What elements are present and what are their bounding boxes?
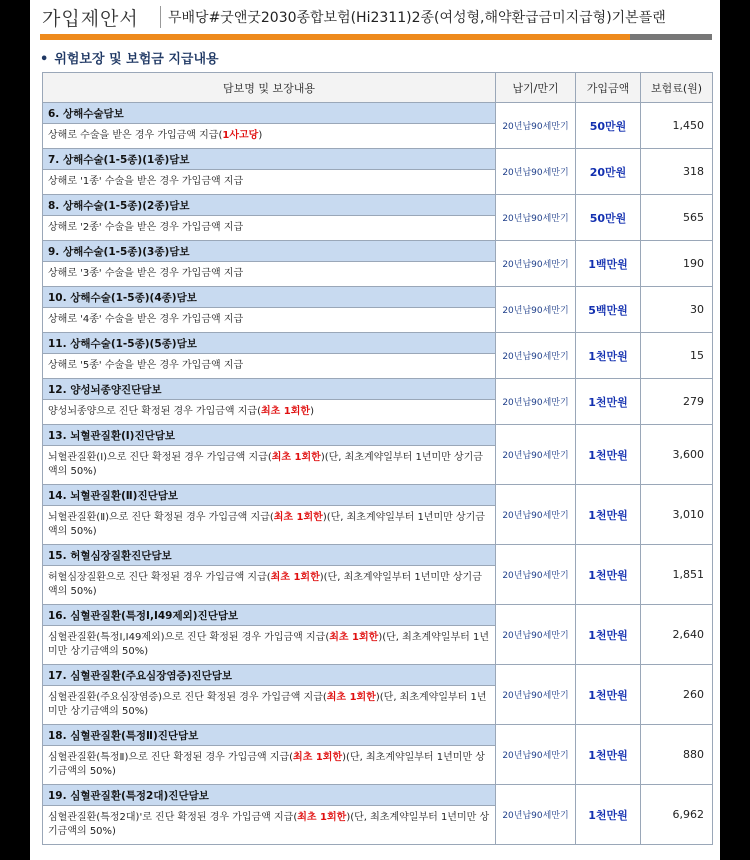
column-header-coverage: 담보명 및 보장내용	[43, 73, 496, 103]
term-cell: 20년납90세만기	[496, 241, 576, 287]
highlight-text: 최초 1회한	[261, 406, 311, 417]
coverage-description	[43, 626, 496, 665]
header-rule-orange	[40, 34, 630, 40]
coverage-description	[43, 216, 496, 241]
description-text: 뇌혈관질환(Ⅰ)으로 진단 확정된 경우 가입금액 지급(	[48, 452, 272, 463]
term-cell: 20년납90세만기	[496, 425, 576, 485]
table-header-row	[43, 73, 713, 103]
term-cell: 20년납90세만기	[496, 785, 576, 845]
table-row	[43, 333, 713, 354]
term-cell: 20년납90세만기	[496, 333, 576, 379]
highlight-text: 최초 1회한	[297, 812, 347, 823]
coverage-name: 16. 심혈관질환(특정Ⅰ,I49제외)진단담보	[43, 605, 496, 626]
table-row	[43, 725, 713, 746]
coverage-name: 10. 상해수술(1-5종)(4종)담보	[43, 287, 496, 308]
coverage-name: 18. 심혈관질환(특정Ⅱ)진단담보	[43, 725, 496, 746]
description-suffix: )(단, 최초계약일부터 1년미만 상기금액의 50%)	[48, 512, 485, 537]
coverage-description	[43, 170, 496, 195]
term-cell: 20년납90세만기	[496, 665, 576, 725]
description-suffix: )(단, 최초계약일부터 1년미만 상기금액의 50%)	[48, 572, 482, 597]
description-text: 양성뇌종양으로 진단 확정된 경우 가입금액 지급(	[48, 406, 261, 417]
description-text: 상해로 '1종' 수술을 받은 경우 가입금액 지급	[48, 176, 244, 187]
description-text: 허혈심장질환으로 진단 확정된 경우 가입금액 지급(	[48, 572, 271, 583]
table-row	[43, 287, 713, 308]
premium-cell: 565	[641, 195, 713, 241]
term-cell: 20년납90세만기	[496, 149, 576, 195]
amount-cell: 1천만원	[576, 545, 641, 605]
table-row	[43, 425, 713, 446]
coverage-name: 17. 심혈관질환(주요심장염증)진단담보	[43, 665, 496, 686]
description-suffix: )(단, 최초계약일부터 1년미만 상기금액의 50%)	[48, 452, 483, 477]
coverage-description	[43, 308, 496, 333]
table-row	[43, 103, 713, 124]
column-header-term: 납기/만기	[496, 73, 576, 103]
table-row	[43, 379, 713, 400]
premium-cell: 2,640	[641, 605, 713, 665]
term-cell: 20년납90세만기	[496, 195, 576, 241]
premium-cell: 318	[641, 149, 713, 195]
coverage-name: 11. 상해수술(1-5종)(5종)담보	[43, 333, 496, 354]
table-body	[43, 103, 713, 845]
premium-cell: 30	[641, 287, 713, 333]
premium-cell: 190	[641, 241, 713, 287]
description-text: 상해로 수술을 받은 경우 가입금액 지급(	[48, 130, 223, 141]
coverage-name: 19. 심혈관질환(특정2대)진단담보	[43, 785, 496, 806]
section-title	[40, 48, 219, 67]
coverage-description	[43, 400, 496, 425]
description-text: 심혈관질환(특정2대)'로 진단 확정된 경우 가입금액 지급(	[48, 812, 298, 823]
coverage-table	[42, 72, 713, 845]
amount-cell: 5백만원	[576, 287, 641, 333]
amount-cell: 1천만원	[576, 379, 641, 425]
premium-cell: 1,851	[641, 545, 713, 605]
table-row	[43, 665, 713, 686]
doc-title: 가입제안서	[42, 8, 139, 30]
coverage-name: 8. 상해수술(1-5종)(2종)담보	[43, 195, 496, 216]
description-text: 뇌혈관질환(Ⅱ)으로 진단 확정된 경우 가입금액 지급(	[48, 512, 274, 523]
highlight-text: 최초 1회한	[273, 512, 323, 523]
highlight-text: 1사고당	[222, 130, 259, 141]
description-suffix: )	[310, 406, 314, 417]
highlight-text: 최초 1회한	[329, 632, 379, 643]
description-text: 상해로 '4종' 수술을 받은 경우 가입금액 지급	[48, 314, 244, 325]
highlight-text: 최초 1회한	[326, 692, 376, 703]
amount-cell: 1천만원	[576, 785, 641, 845]
coverage-name: 6. 상해수술담보	[43, 103, 496, 124]
term-cell: 20년납90세만기	[496, 485, 576, 545]
description-text: 심혈관질환(특정Ⅰ,I49제외)으로 진단 확정된 경우 가입금액 지급(	[48, 632, 330, 643]
premium-cell: 260	[641, 665, 713, 725]
amount-cell: 50만원	[576, 103, 641, 149]
description-suffix: )(단, 최초계약일부터 1년미만 상기금액의 50%)	[48, 752, 485, 777]
term-cell: 20년납90세만기	[496, 103, 576, 149]
coverage-description	[43, 506, 496, 545]
coverage-name: 14. 뇌혈관질환(Ⅱ)진단담보	[43, 485, 496, 506]
section-title-text: 위험보장 및 보험금 지급내용	[54, 52, 219, 67]
table-row	[43, 195, 713, 216]
amount-cell: 1천만원	[576, 665, 641, 725]
coverage-name: 15. 허혈심장질환진단담보	[43, 545, 496, 566]
amount-cell: 1천만원	[576, 333, 641, 379]
term-cell: 20년납90세만기	[496, 725, 576, 785]
premium-cell: 279	[641, 379, 713, 425]
amount-cell: 50만원	[576, 195, 641, 241]
description-suffix: )	[258, 130, 263, 141]
description-text: 심혈관질환(주요심장염증)으로 진단 확정된 경우 가입금액 지급(	[48, 692, 327, 703]
amount-cell: 1천만원	[576, 725, 641, 785]
amount-cell: 1천만원	[576, 605, 641, 665]
table-row	[43, 149, 713, 170]
description-suffix: )(단, 최초계약일부터 1년미만 상기금액의 50%)	[48, 632, 489, 657]
coverage-name: 12. 양성뇌종양진단담보	[43, 379, 496, 400]
coverage-description	[43, 124, 496, 149]
amount-cell: 1천만원	[576, 425, 641, 485]
coverage-description	[43, 446, 496, 485]
premium-cell: 15	[641, 333, 713, 379]
description-text: 심혈관질환(특정Ⅱ)으로 진단 확정된 경우 가입금액 지급(	[48, 752, 294, 763]
document-header	[30, 0, 720, 33]
bullet-icon: •	[40, 52, 49, 67]
header-rule-gray	[630, 34, 712, 40]
coverage-name: 9. 상해수술(1-5종)(3종)담보	[43, 241, 496, 262]
description-text: 상해로 '3종' 수술을 받은 경우 가입금액 지급	[48, 268, 244, 279]
amount-cell: 1백만원	[576, 241, 641, 287]
description-suffix: )(단, 최초계약일부터 1년미만 상기금액의 50%)	[48, 812, 490, 837]
description-suffix: )(단, 최초계약일부터 1년미만 상기금액의 50%)	[48, 692, 487, 717]
column-header-premium: 보험료(원)	[641, 73, 713, 103]
left-border	[0, 0, 30, 860]
table-row	[43, 785, 713, 806]
term-cell: 20년납90세만기	[496, 379, 576, 425]
description-text: 상해로 '5종' 수술을 받은 경우 가입금액 지급	[48, 360, 244, 371]
coverage-description	[43, 806, 496, 845]
coverage-description	[43, 354, 496, 379]
plan-name: 무배당#굿앤굿2030종합보험(Hi2311)2종(여성형,해약환급금미지급형)기본플랜	[168, 10, 666, 26]
table-row	[43, 545, 713, 566]
premium-cell: 1,450	[641, 103, 713, 149]
premium-cell: 3,010	[641, 485, 713, 545]
table-row	[43, 605, 713, 626]
column-header-amount: 가입금액	[576, 73, 641, 103]
coverage-name: 7. 상해수술(1-5종)(1종)담보	[43, 149, 496, 170]
highlight-text: 최초 1회한	[270, 572, 320, 583]
amount-cell: 1천만원	[576, 485, 641, 545]
premium-cell: 880	[641, 725, 713, 785]
amount-cell: 20만원	[576, 149, 641, 195]
term-cell: 20년납90세만기	[496, 287, 576, 333]
right-border	[720, 0, 750, 860]
title-divider	[160, 6, 161, 28]
highlight-text: 최초 1회한	[271, 452, 321, 463]
table-row	[43, 241, 713, 262]
coverage-description	[43, 566, 496, 605]
coverage-description	[43, 686, 496, 725]
term-cell: 20년납90세만기	[496, 545, 576, 605]
coverage-name: 13. 뇌혈관질환(Ⅰ)진단담보	[43, 425, 496, 446]
document-page	[30, 0, 720, 860]
highlight-text: 최초 1회한	[293, 752, 343, 763]
premium-cell: 6,962	[641, 785, 713, 845]
coverage-description	[43, 262, 496, 287]
premium-cell: 3,600	[641, 425, 713, 485]
coverage-description	[43, 746, 496, 785]
table-row	[43, 485, 713, 506]
term-cell: 20년납90세만기	[496, 605, 576, 665]
description-text: 상해로 '2종' 수술을 받은 경우 가입금액 지급	[48, 222, 244, 233]
